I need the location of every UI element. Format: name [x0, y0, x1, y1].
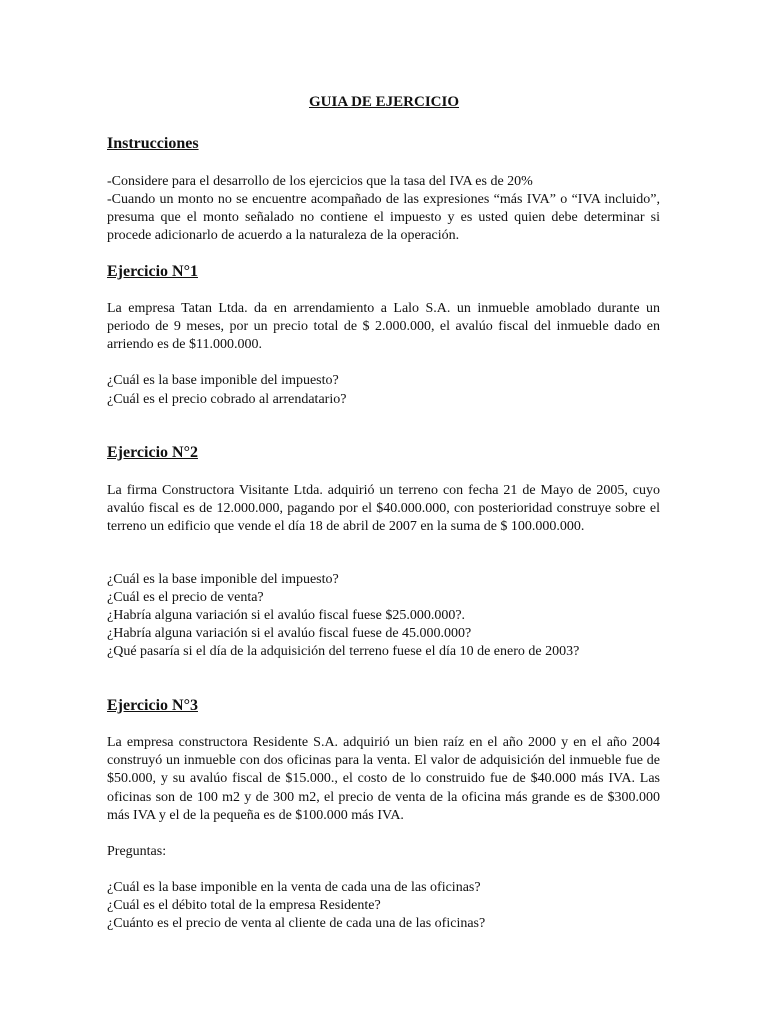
exercise-1-question-1: ¿Cuál es la base imponible del impuesto? [107, 373, 339, 388]
exercise-2-text: La firma Constructora Visitante Ltda. adquirió un terreno con fecha 21 de Mayo de 2005, cuyo avalúo fiscal es de 12.000.000, pagando por el $40.000.000, con posterioridad construye sobre el terreno un edificio que vende el día 18 de abril de 2007 en la suma de $ 100.000.000. [107, 483, 660, 535]
exercise-2-question-2: ¿Cuál es el precio de venta? [107, 590, 264, 605]
exercise-2-question-5: ¿Qué pasaría si el día de la adquisición del terreno fuese el día 10 de enero de 2003? [107, 644, 580, 659]
exercise-3-questions-label: Preguntas: [107, 844, 167, 859]
exercise-1-text: La empresa Tatan Ltda. da en arrendamiento a Lalo S.A. un inmueble amoblado durante un periodo de 9 meses, por un precio total de $ 2.000.000, el avalúo fiscal del inmueble dado en arriendo es de $11.000.000. [107, 301, 660, 353]
exercise-2-heading: Ejercicio N°2 [107, 444, 198, 461]
instructions-line-2: -Cuando un monto no se encuentre acompañado de las expresiones “más IVA” o “IVA incluido”, presuma que el monto señalado no contiene el impuesto y es usted quien debe determinar si procede adicionarlo de acuerdo a la naturaleza de la operación. [107, 192, 660, 244]
exercise-2-question-1: ¿Cuál es la base imponible del impuesto? [107, 572, 339, 587]
exercise-1-heading: Ejercicio N°1 [107, 263, 198, 280]
exercise-1-question-2: ¿Cuál es el precio cobrado al arrendatario? [107, 392, 347, 407]
instructions-heading: Instrucciones [107, 135, 199, 152]
exercise-3-question-3: ¿Cuánto es el precio de venta al cliente de cada una de las oficinas? [107, 916, 486, 931]
exercise-3-question-1: ¿Cuál es la base imponible en la venta de cada una de las oficinas? [107, 880, 481, 895]
instructions-line-1: -Considere para el desarrollo de los ejercicios que la tasa del IVA es de 20% [107, 174, 533, 189]
exercise-3-heading: Ejercicio N°3 [107, 697, 198, 714]
document-title: GUIA DE EJERCICIO [308, 94, 460, 110]
exercise-3-text: La empresa constructora Residente S.A. adquirió un bien raíz en el año 2000 y en el año 2004 construyó un inmueble con dos oficinas para la venta. El valor de adquisición del inmueble fue de $50.000, y su avalúo fiscal de $15.000., el costo de lo construido fue de $40.000 más IVA. Las oficinas son de 100 m2 y de 300 m2, el precio de venta de la oficina más grande es de $300.000 más IVA y el de la pequeña es de $100.000 más IVA. [107, 735, 660, 823]
exercise-2-question-4: ¿Habría alguna variación si el avalúo fiscal fuese de 45.000.000? [107, 626, 472, 641]
exercise-2-question-3: ¿Habría alguna variación si el avalúo fiscal fuese $25.000.000?. [107, 608, 466, 623]
exercise-3-question-2: ¿Cuál es el débito total de la empresa Residente? [107, 898, 381, 913]
